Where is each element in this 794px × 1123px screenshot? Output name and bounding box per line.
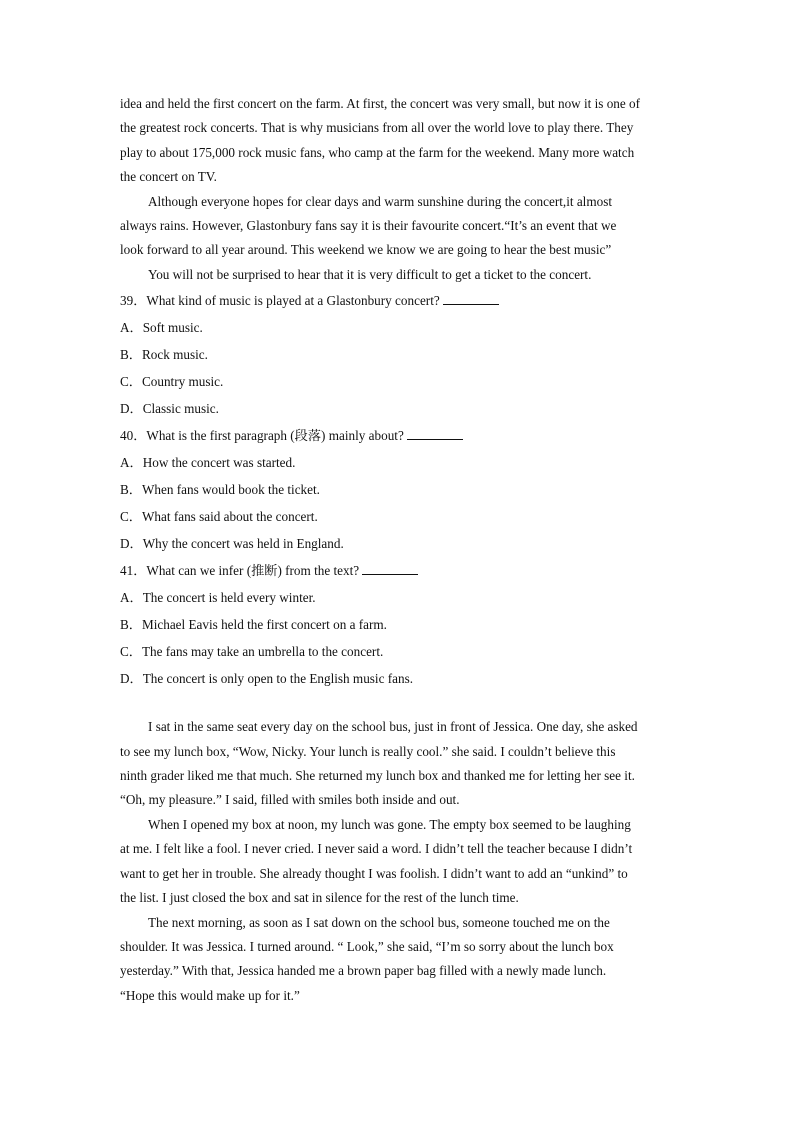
passage-line: the list. I just closed the box and sat in silence for the rest of the lunch time. <box>120 890 519 906</box>
passage-line: play to about 175,000 rock music fans, who camp at the farm for the weekend. Many more watch <box>120 144 635 160</box>
passage-line: the concert on TV. <box>120 169 217 185</box>
option-a: A．The concert is held every winter. <box>120 590 316 606</box>
passage-line: “Oh, my pleasure.” I said, filled with smiles both inside and out. <box>120 792 460 808</box>
option-c: C．The fans may take an umbrella to the concert. <box>120 644 384 660</box>
option-a: A．How the concert was started. <box>120 455 296 471</box>
passage-line: look forward to all year around. This weekend we know we are going to hear the best music” <box>120 242 612 258</box>
passage-line: to see my lunch box, “Wow, Nicky. Your lunch is really cool.” she said. I couldn’t believe this <box>120 743 616 759</box>
section-gap <box>120 692 680 715</box>
option-c: C．What fans said about the concert. <box>120 509 318 525</box>
passage2-paragraph2 <box>120 813 680 911</box>
question-stem: 41．What can we infer (推断) from the text? <box>120 563 360 579</box>
option-d: D．The concert is only open to the English music fans. <box>120 671 413 687</box>
question-stem: 40．What is the first paragraph (段落) mainly about? <box>120 428 404 444</box>
passage1-paragraph2 <box>120 190 680 263</box>
passage-line: want to get her in trouble. She already thought I was foolish. I didn’t want to add an “unkind” to <box>120 865 628 881</box>
option-b: B．When fans would book the ticket. <box>120 482 320 498</box>
option-d: D．Why the concert was held in England. <box>120 536 344 552</box>
answer-blank[interactable] <box>407 427 463 440</box>
question-stem: 39．What kind of music is played at a Glastonbury concert? <box>120 293 440 309</box>
option-c: C．Country music. <box>120 374 224 390</box>
question-41 <box>120 557 680 692</box>
passage-line: The next morning, as soon as I sat down on the school bus, someone touched me on the <box>148 914 610 930</box>
passage-line: always rains. However, Glastonbury fans say it is their favourite concert.“It’s an event that we <box>120 218 617 234</box>
passage1-paragraph3: You will not be surprised to hear that it is very difficult to get a ticket to the concert. <box>148 266 592 282</box>
passage2-paragraph1 <box>120 715 680 813</box>
passage-line: at me. I felt like a fool. I never cried. I never said a word. I didn’t tell the teacher because I didn’t <box>120 841 633 857</box>
passage-line: I sat in the same seat every day on the school bus, just in front of Jessica. One day, she asked <box>148 719 638 735</box>
question-40 <box>120 422 680 557</box>
passage-line: When I opened my box at noon, my lunch was gone. The empty box seemed to be laughing <box>148 816 631 832</box>
passage2-paragraph3 <box>120 911 680 1009</box>
passage-line: the greatest rock concerts. That is why musicians from all over the world love to play there. They <box>120 120 634 136</box>
passage-line: yesterday.” With that, Jessica handed me a brown paper bag filled with a newly made lunch. <box>120 963 607 979</box>
option-d: D．Classic music. <box>120 401 219 417</box>
passage1-paragraph1 <box>120 92 680 190</box>
passage-line: idea and held the first concert on the farm. At first, the concert was very small, but now it is one of <box>120 96 641 111</box>
option-a: A．Soft music. <box>120 320 203 336</box>
answer-blank[interactable] <box>443 292 499 305</box>
passage-line: shoulder. It was Jessica. I turned around. “ Look,” she said, “I’m so sorry about the lunch box <box>120 938 614 954</box>
answer-blank[interactable] <box>362 562 418 575</box>
passage-line: Although everyone hopes for clear days and warm sunshine during the concert,it almost <box>148 193 612 209</box>
option-b: B．Michael Eavis held the first concert on a farm. <box>120 617 387 633</box>
question-39 <box>120 287 680 422</box>
document-page <box>120 92 680 1008</box>
option-b: B．Rock music. <box>120 347 208 363</box>
passage-line: “Hope this would make up for it.” <box>120 987 300 1003</box>
passage-line: ninth grader liked me that much. She returned my lunch box and thanked me for letting her see it. <box>120 768 635 784</box>
